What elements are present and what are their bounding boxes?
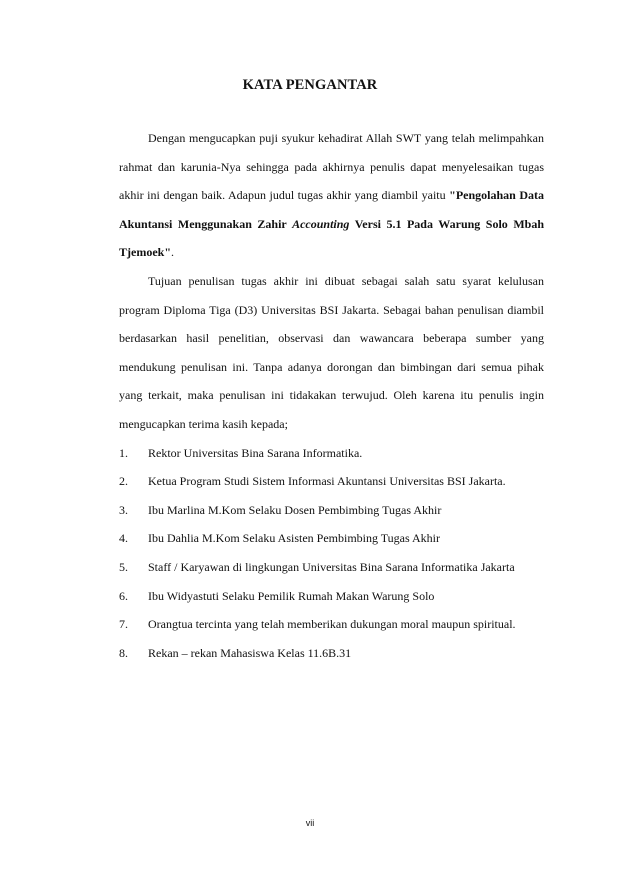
thesis-title-italic: Accounting: [292, 216, 350, 231]
list-item-number: 7.: [119, 617, 128, 632]
list-item-number: 8.: [119, 645, 128, 660]
list-item: [119, 496, 544, 525]
paragraph-intro: [119, 124, 544, 267]
list-item: [119, 439, 544, 468]
list-item-number: 2.: [119, 474, 128, 489]
list-item: [119, 639, 544, 668]
list-item-text: Staff / Karyawan di lingkungan Universitas Bina Sarana Informatika Jakarta: [148, 559, 515, 574]
thesis-title-part1: "Pengolahan Data Akuntansi Menggunakan Zahir: [119, 188, 544, 231]
list-item-text: Rekan – rekan Mahasiswa Kelas 11.6B.31: [148, 645, 352, 660]
list-item-number: 1.: [119, 445, 128, 460]
list-item: [119, 467, 544, 496]
paragraph-intro-end: .: [170, 245, 174, 260]
document-body: [119, 124, 544, 667]
list-item-number: 6.: [119, 588, 128, 603]
list-item: [119, 610, 544, 639]
list-item-number: 3.: [119, 502, 128, 517]
list-item-number: 5.: [119, 559, 128, 574]
page-title: KATA PENGANTAR: [242, 77, 378, 93]
paragraph-purpose: Tujuan penulisan tugas akhir ini dibuat sebagai salah satu syarat kelulusan program Diploma Tiga (D3) Universitas BSI Jakarta. Sebagai bahan penulisan diambil berdasarkan hasil penelitian, observasi dan wawancara beberapa sumber yang mendukung penulisan ini. Tanpa adanya dorongan dan bimbingan dari semua pihak yang terkait, maka penulisan ini tidakakan terwujud. Oleh karena itu penulis ingin mengucapkan terima kasih kepada;: [119, 273, 544, 431]
thesis-title-part2: Versi 5.1 Pada Warung Solo Mbah Tjemoek": [119, 216, 544, 260]
list-item: [119, 553, 544, 582]
paragraph-intro-lead: Dengan mengucapkan puji syukur kehadirat Allah SWT yang telah melimpahkan rahmat dan karunia-Nya sehingga pada akhirnya penulis dapat menyelesaikan tugas akhir ini dengan baik. Adapun judul tugas akhir yang diambil yaitu: [119, 131, 544, 203]
list-item: [119, 524, 544, 553]
list-item-number: 4.: [119, 531, 128, 546]
list-item-text: Rektor Universitas Bina Sarana Informatika.: [148, 445, 363, 460]
list-item-text: Orangtua tercinta yang telah memberikan dukungan moral maupun spiritual.: [148, 617, 516, 632]
list-item: [119, 582, 544, 611]
list-item-text: Ibu Dahlia M.Kom Selaku Asisten Pembimbing Tugas Akhir: [148, 531, 441, 546]
acknowledgement-list: [119, 439, 544, 668]
list-item-text: Ibu Widyastuti Selaku Pemilik Rumah Makan Warung Solo: [148, 588, 435, 603]
list-item-text: Ketua Program Studi Sistem Informasi Akuntansi Universitas BSI Jakarta.: [148, 474, 506, 489]
page-number: vii: [305, 818, 315, 828]
list-item-text: Ibu Marlina M.Kom Selaku Dosen Pembimbing Tugas Akhir: [148, 502, 442, 517]
